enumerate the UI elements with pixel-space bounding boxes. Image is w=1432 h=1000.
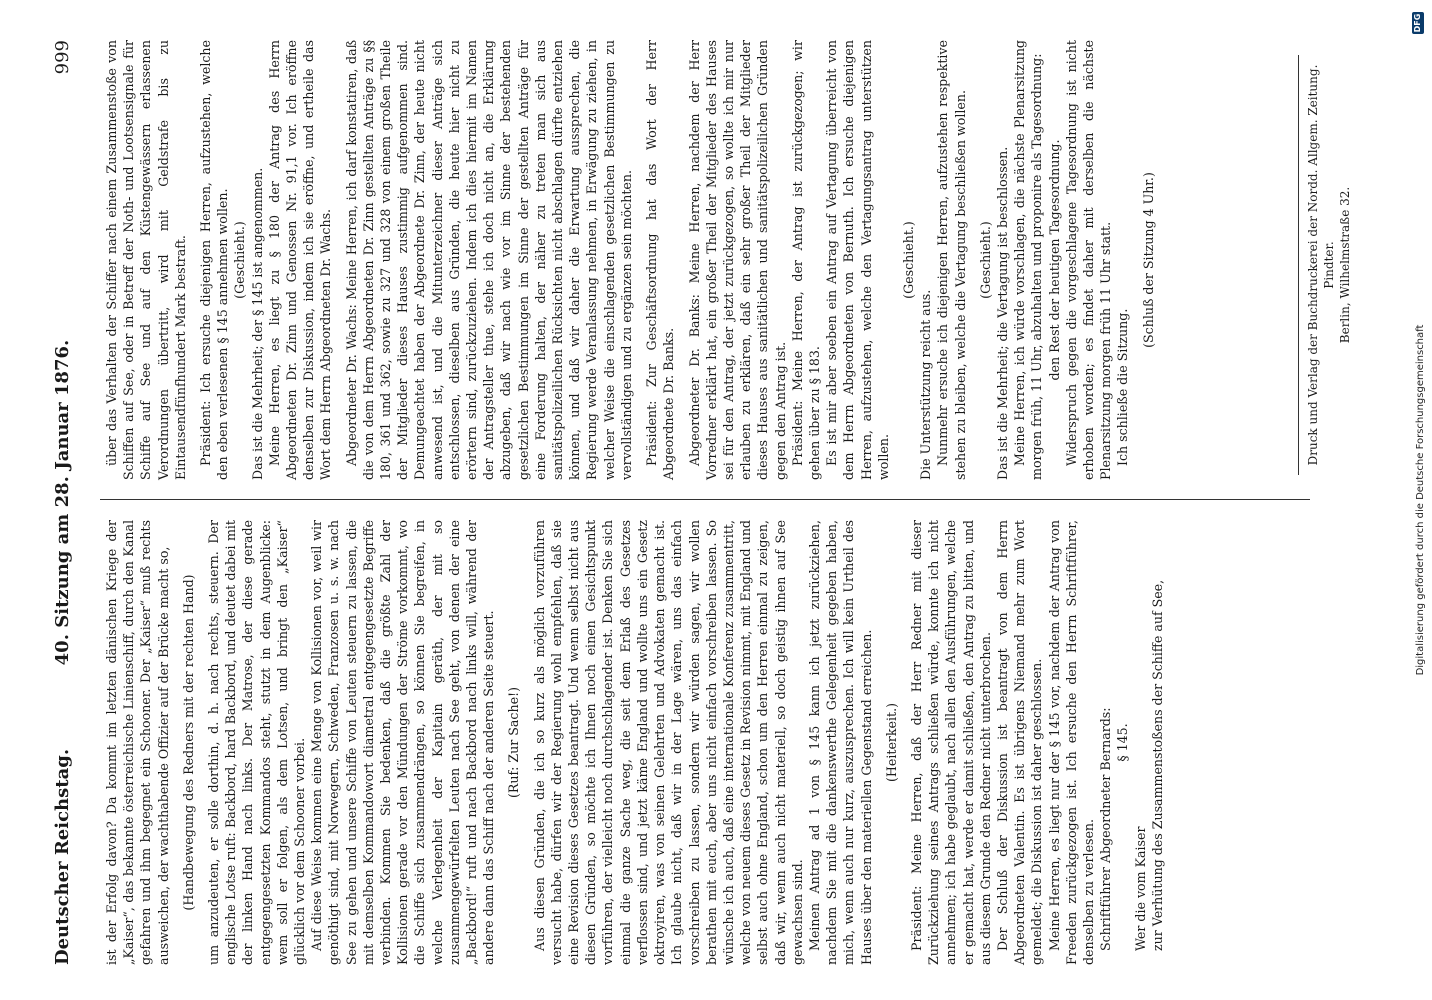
footer-rule xyxy=(1298,55,1299,475)
paragraph: Meine Herren, es liegt zu § 180 der Antrag des Herrn Abgeordneten Dr. Zinn und Genossen Nr. 91,1 vor. Ich eröffne denselben zur Diskussion, indem ich sie eröffne, und ertheile das Wort dem Herrn Abgeordneten Dr. Wachs. xyxy=(266,40,334,480)
paragraph: Auf diese Weise kommen eine Menge von Kollisionen vor, weil wir genöthigt sind, mit Norwegern, Schweden, Franzosen u. s. w. nach See zu gehen und unsere Schiffe von Leuten steuern zu lassen, die mit demselben Kommandowort diametral entgegengesetzte Begriffe verbinden. Kommen Sie bedenken, daß die größte Zahl der Kollisionen gerade vor den Mündungen der Ströme vorkommt, wo die Schiffe sich zusammendrängen, so können Sie begreifen, in welche Verlegenheit der Kapitain geräth, der mit so zusammengewürfelten Leuten nach See geht, von denen der eine „Backbord!“ ruft und nach Backbord nach links will, während der andere dann das Schiff nach der anderen Seite steuert. xyxy=(309,520,497,965)
paragraph: Ich schließe die Sitzung. xyxy=(1115,308,1131,466)
paragraph: Der Schluß der Diskussion ist beantragt von dem Herrn Abgeordneten Valentin. Es ist übrigens Niemand mehr zum Wort gemeldet; die Diskussion ist daher geschlossen. xyxy=(994,520,1045,965)
speaker-paragraph: Präsident: Meine Herren, der Antrag ist zurückgezogen; wir gehen über zu § 183. xyxy=(789,40,822,480)
imprint-line: Druck und Verlag der Buchdruckerei der Nordd. Allgem. Zeitung. Pindter. xyxy=(1306,64,1336,466)
speaker-paragraph: Präsident: Zur Geschäftsordnung hat das Wort der Herr Abgeordnete Dr. Banks. xyxy=(644,40,677,480)
stage-direction: (Schluß der Sitzung 4 Uhr.) xyxy=(1140,172,1156,348)
stage-direction: (Geschieht.) xyxy=(900,221,916,299)
paragraph: Es ist mir aber soeben ein Antrag auf Vertagung überreicht von dem Herrn Abgeordneten von Bernuth. Ich ersuche diejenigen Herren, aufzustehen, welche den Vertagungsantrag unterstützen wollen. xyxy=(824,40,891,480)
header-session: 40. Sitzung am 28. Januar 1876. xyxy=(52,339,73,666)
speaker-paragraph: Präsident: Ich ersuche diejenigen Herren, aufzustehen, welche den eben verlesenen § 145 annehmen wollen. xyxy=(198,40,231,480)
speaker-paragraph: Präsident: Meine Herren, daß der Herr Redner mit dieser Zurückziehung seines Antrags schließen würde, konnte ich nicht annehmen; ich habe geglaubt, nach allen den Ausführungen, welche er gemacht hat, werde er damit schließen, den Antrag zu bitten, und aus diesem Grunde den Redner nicht unterbrochen. xyxy=(908,520,993,965)
section-number: § 145. xyxy=(1115,723,1131,762)
speaker-paragraph: Abgeordneter Dr. Banks: Meine Herren, nachdem der Herr Vorredner erklärt hat, ein großer Theil der Mitglieder des Hauses sei für den Antrag, der jetzt zurückgezogen, so wollte ich mir nur erlauben zu erklären, daß ein sehr großer Theil der Mitglieder dieses Hauses aus sanitätlichen und sanitätspolizeilichen Gründen gegen den Antrag ist. xyxy=(686,40,788,480)
agenda-item: den Rest der heutigen Tagesordnung. xyxy=(1046,139,1062,381)
column-divider xyxy=(100,499,1310,500)
paragraph: Das ist die Mehrheit; die Vertagung ist beschlossen. xyxy=(994,146,1010,480)
paragraph: Aus diesen Gründen, die ich so kurz als möglich vorzuführen versucht habe, dürfen wir der Regierung wohl empfehlen, daß sie eine Revision dieses Gesetzes beantragt. Und wenn selbst nicht aus diesen Gründen, so möchte ich Ihnen noch einen Gesichtspunkt vorführen, der vielleicht noch durchschlagender ist. Denken Sie sich einmal die ganze Sache weg, die seit dem Erlaß des Gesetzes verflossen sind, und jetzt käme England und wollte uns ein Gesetz oktroyiren, was von seinen Gelehrten und Advokaten gemacht ist. Ich glaube nicht, daß wir in der Lage wären, uns das einfach vorschreiben zu lassen, sondern wir würden sagen, wir wollen berathen mit euch, aber uns nicht einfach vorschreiben lassen. So wünsche ich auch, daß eine internationale Konferenz zusammentritt, welche von neuem dieses Gesetz in Revision nimmt, mit England und selbst auch ohne England, schon um den Herren einmal zu zeigen, daß wir, wenn auch nicht materiell, so doch geistig ihnen auf See gewachsen sind. xyxy=(531,520,805,965)
page-header xyxy=(52,40,92,965)
paragraph: ist der Erfolg davon? Da kommt im letzten dänischen Kriege der „Kaiser“, das bekannte österreichische Linienschiff, durch den Kanal gefahren und ihm begegnet ein Schooner. Der „Kaiser“ muß rechts ausweichen, der wachthabende Offizier auf der Brücke macht so, xyxy=(104,520,171,965)
paragraph: Die Unterstützung reicht aus. xyxy=(918,289,934,480)
imprint-line: Berlin, Wilhelmstraße 32. xyxy=(1338,186,1352,344)
left-column xyxy=(103,520,1166,965)
paragraph: Das ist die Mehrheit; der § 145 ist angenommen. xyxy=(249,167,265,480)
stage-direction: (Geschieht.) xyxy=(232,221,248,299)
dfg-logo: DFG xyxy=(1413,13,1422,33)
statute-text: Wer die vom Kaiser xyxy=(1132,826,1148,951)
header-publication: Deutscher Reichstag. xyxy=(52,748,73,965)
paragraph: Meinen Antrag ad 1 von § 145 kann ich jetzt zurückziehen, nachdem Sie mit die dankenswerthe Gelegenheit gegeben haben, mich, wenn auch nur kurz, auszusprechen. Ich will kein Urtheil des Hauses über den materiellen Gegenstand erreichen. xyxy=(806,520,874,965)
speaker-label: Schriftführer Abgeordneter Bernards: xyxy=(1098,707,1114,951)
digitization-credit: Digitalisierung gefördert durch die Deutsche Forschungsgemeinschaft xyxy=(1415,324,1426,676)
statute-text: über das Verhalten der Schiffer nach einem Zusammenstoße von Schiffen auf See, oder in Betreff der Noth- und Lootsensignale für Schiffe auf See und auf den Küstengewässern erlassenen Verordnungen übertritt, wird mit Geldstrafe bis zu Eintausendfünfhundert Mark bestraft. xyxy=(104,40,188,480)
paragraph: Meine Herren, es liegt nur der § 145 vor, nachdem der Antrag von Freeden zurückgezogen ist. Ich ersuche den Herrn Schriftführer, denselben zu verlesen. xyxy=(1046,520,1096,965)
speaker-paragraph: Abgeordneter Dr. Wachs: Meine Herren, ich darf konstatiren, daß die von dem Herrn Abgeordneten Dr. Zinn gestellten Anträge zu §§ 180, 361 und 362, sowie zu 327 und 328 von einem großen Theile der Mitglieder dieses Hauses zustimmig aufgenommen sind. Demungeachtet haben der Abgeordnete Dr. Zinn, der heute nicht anwesend ist, und die Mitunterzeichner dieser Anträge sich entschlossen, dieselben aus Gründen, die heute hier nicht zu erörtern sind, zurückzuziehen. Indem ich dies hiermit im Namen der Antragsteller thue, stehe ich doch nicht an, die Erklärung abzugeben, daß wir nach wie vor im Sinne der bestehenden gesetzlichen Bestimmungen im Sinne der gestellten Anträge für eine Forderung halten, der näher zu treten man sich aus sanitätspolizeilichen Rücksichten nicht abschlagen dürfte entziehen können, und daß wir daher die Erwartung aussprechen, die Regierung werde Veranlassung nehmen, in Erwägung zu ziehen, in welcher Weise die einschlagenden gesetzlichen Bestimmungen zu vervollständigen und zu ergänzen sein möchten. xyxy=(343,40,634,480)
stage-direction: (Heiterkeit.) xyxy=(883,703,899,782)
paragraph: Widerspruch gegen die vorgeschlagene Tagesordnung ist nicht erhoben worden; es findet daher mit derselben die nächste Plenarsitzung morgen früh 11 Uhr statt. xyxy=(1063,40,1114,480)
stage-direction: (Geschieht.) xyxy=(977,221,993,299)
paragraph: Meine Herren, ich würde vorschlagen, die nächste Plenarsitzung morgen früh, 11 Uhr, abzuhalten und proponire als Tagesordnung: xyxy=(1012,40,1045,480)
right-column xyxy=(103,40,1157,480)
stage-direction: (Ruf: Zur Sache!) xyxy=(506,686,522,799)
page-number: 999 xyxy=(52,40,73,75)
paragraph: um anzudeuten, er solle dorthin, d. h. nach rechts, steuern. Der englische Lotse ruft: Backbord, hard Backbord, und deutet dabei mit der linken Hand nach links. Der Matrose, der diese gerade entgegengesetzten Kommandos steht, stutzt in dem Augenblicke: wem soll er folgen, als dem Lotsen, und bringt den „Kaiser“ glücklich vor dem Schooner vorbei. xyxy=(206,520,308,965)
printer-imprint xyxy=(1305,55,1353,475)
statute-text: zur Verhütung des Zusammenstoßens der Schiffe auf See, xyxy=(1149,579,1165,951)
stage-direction: (Handbewegung des Redners mit der rechten Hand) xyxy=(180,574,196,911)
paragraph: Nunmehr ersuche ich diejenigen Herren, aufzustehen respektive stehen zu bleiben, welche die Vertagung beschließen wollen. xyxy=(935,40,968,480)
